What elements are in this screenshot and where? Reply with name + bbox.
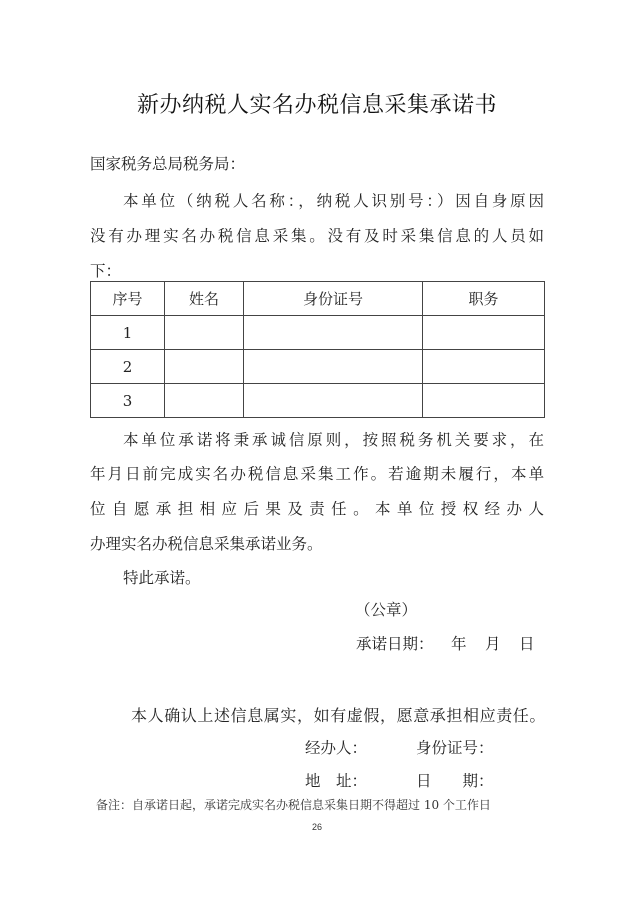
cell-id-number[interactable]	[244, 384, 423, 418]
confirmation-statement: 本人确认上述信息属实，如有虚假，愿意承担相应责任。	[131, 706, 547, 725]
cell-id-number[interactable]	[244, 350, 423, 384]
addressee: 国家税务总局税务局：	[90, 155, 246, 173]
paragraph-1-line-1: 本单位（纳税人名称：，纳税人识别号：）因自身原因	[123, 192, 544, 210]
paragraph-2-line-1: 本单位承诺将秉承诚信原则，按照税务机关要求，在	[123, 431, 544, 449]
paragraph-2-line-2: 年月日前完成实名办税信息采集工作。若逾期未履行，本单	[90, 465, 544, 483]
header-id-number: 身份证号	[244, 282, 423, 316]
cell-name[interactable]	[165, 350, 244, 384]
table-header-row	[91, 282, 545, 316]
table-row	[91, 350, 545, 384]
paragraph-1-line-2: 没有办理实名办税信息采集。没有及时采集信息的人员如	[90, 227, 544, 245]
cell-serial: 1	[91, 316, 165, 350]
header-serial: 序号	[91, 282, 165, 316]
commit-date-year: 年	[451, 635, 467, 653]
table-row	[91, 384, 545, 418]
paragraph-2-line-4: 办理实名办税信息采集承诺业务。	[90, 535, 323, 553]
cell-serial: 2	[91, 350, 165, 384]
cell-position[interactable]	[423, 384, 545, 418]
personnel-table	[90, 281, 545, 418]
cell-name[interactable]	[165, 316, 244, 350]
header-position: 职务	[423, 282, 545, 316]
commit-date-label: 承诺日期：	[356, 635, 434, 653]
official-seal-label: （公章）	[355, 601, 418, 619]
address-label: 地 址：	[305, 772, 368, 790]
paragraph-2-line-3: 位自愿承担相应后果及责任。本单位授权经办人	[90, 500, 544, 518]
agent-id-label: 身份证号：	[416, 739, 494, 757]
paragraph-1-line-3: 下：	[90, 262, 122, 280]
cell-position[interactable]	[423, 316, 545, 350]
agent-label: 经办人：	[305, 739, 368, 757]
document-title: 新办纳税人实名办税信息采集承诺书	[136, 93, 497, 118]
signature-date-label: 日 期：	[416, 772, 494, 790]
page-number: 26	[311, 822, 322, 832]
cell-name[interactable]	[165, 384, 244, 418]
table-row	[91, 316, 545, 350]
header-name: 姓名	[165, 282, 244, 316]
cell-position[interactable]	[423, 350, 545, 384]
footnote: 备注：自承诺日起，承诺完成实名办税信息采集日期不得超过 10 个工作日	[96, 798, 491, 812]
commit-date-month: 月	[485, 635, 501, 653]
closing-statement: 特此承诺。	[123, 569, 201, 587]
cell-serial: 3	[91, 384, 165, 418]
cell-id-number[interactable]	[244, 316, 423, 350]
commit-date-day: 日	[519, 635, 535, 653]
